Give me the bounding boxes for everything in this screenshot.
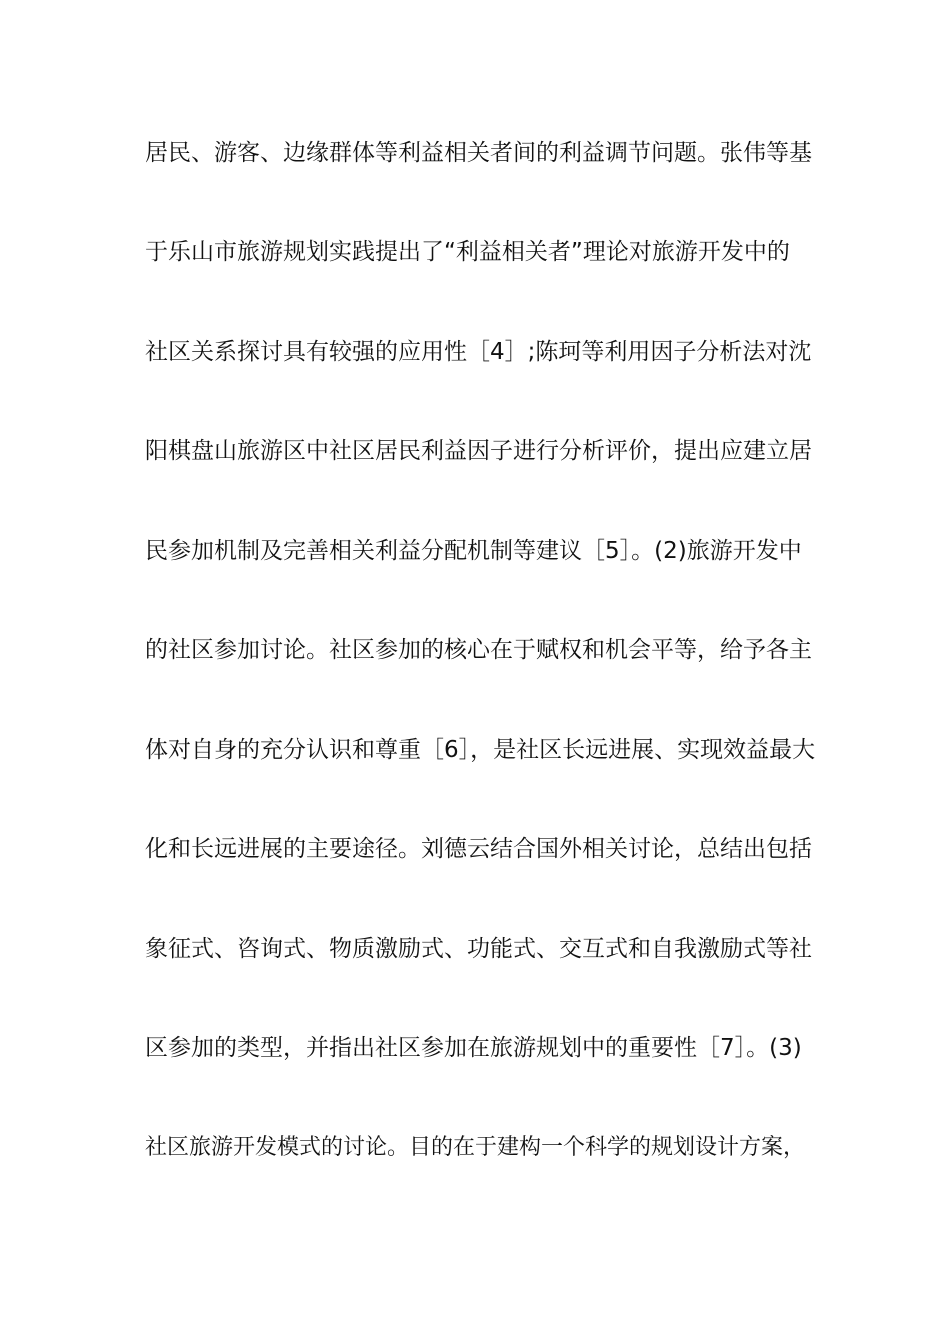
text-line-1: 居民、游客、边缘群体等利益相关者间的利益调节问题。张伟等基 xyxy=(145,140,812,166)
text-line-11: 社区旅游开发模式的讨论。目的在于建构一个科学的规划设计方案， xyxy=(145,1135,806,1160)
text-line-4: 阳棋盘山旅游区中社区居民利益因子进行分析评价，提出应建立居 xyxy=(145,438,812,464)
text-line-7: 体对自身的充分认识和尊重［6］，是社区长远进展、实现效益最大 xyxy=(145,737,816,763)
text-line-10: 区参加的类型，并指出社区参加在旅游规划中的重要性［7］。(3) xyxy=(145,1035,802,1061)
text-line-6: 的社区参加讨论。社区参加的核心在于赋权和机会平等，给予各主 xyxy=(145,637,812,663)
text-line-9: 象征式、咨询式、物质激励式、功能式、交互式和自我激励式等社 xyxy=(145,936,812,962)
text-line-5: 民参加机制及完善相关利益分配机制等建议［5］。(2)旅游开发中 xyxy=(145,538,802,564)
text-line-2: 于乐山市旅游规划实践提出了“利益相关者”理论对旅游开发中的 xyxy=(145,239,790,265)
text-line-3: 社区关系探讨具有较强的应用性［4］;陈珂等利用因子分析法对沈 xyxy=(145,339,812,365)
text-line-8: 化和长远进展的主要途径。刘德云结合国外相关讨论，总结出包括 xyxy=(145,836,812,862)
